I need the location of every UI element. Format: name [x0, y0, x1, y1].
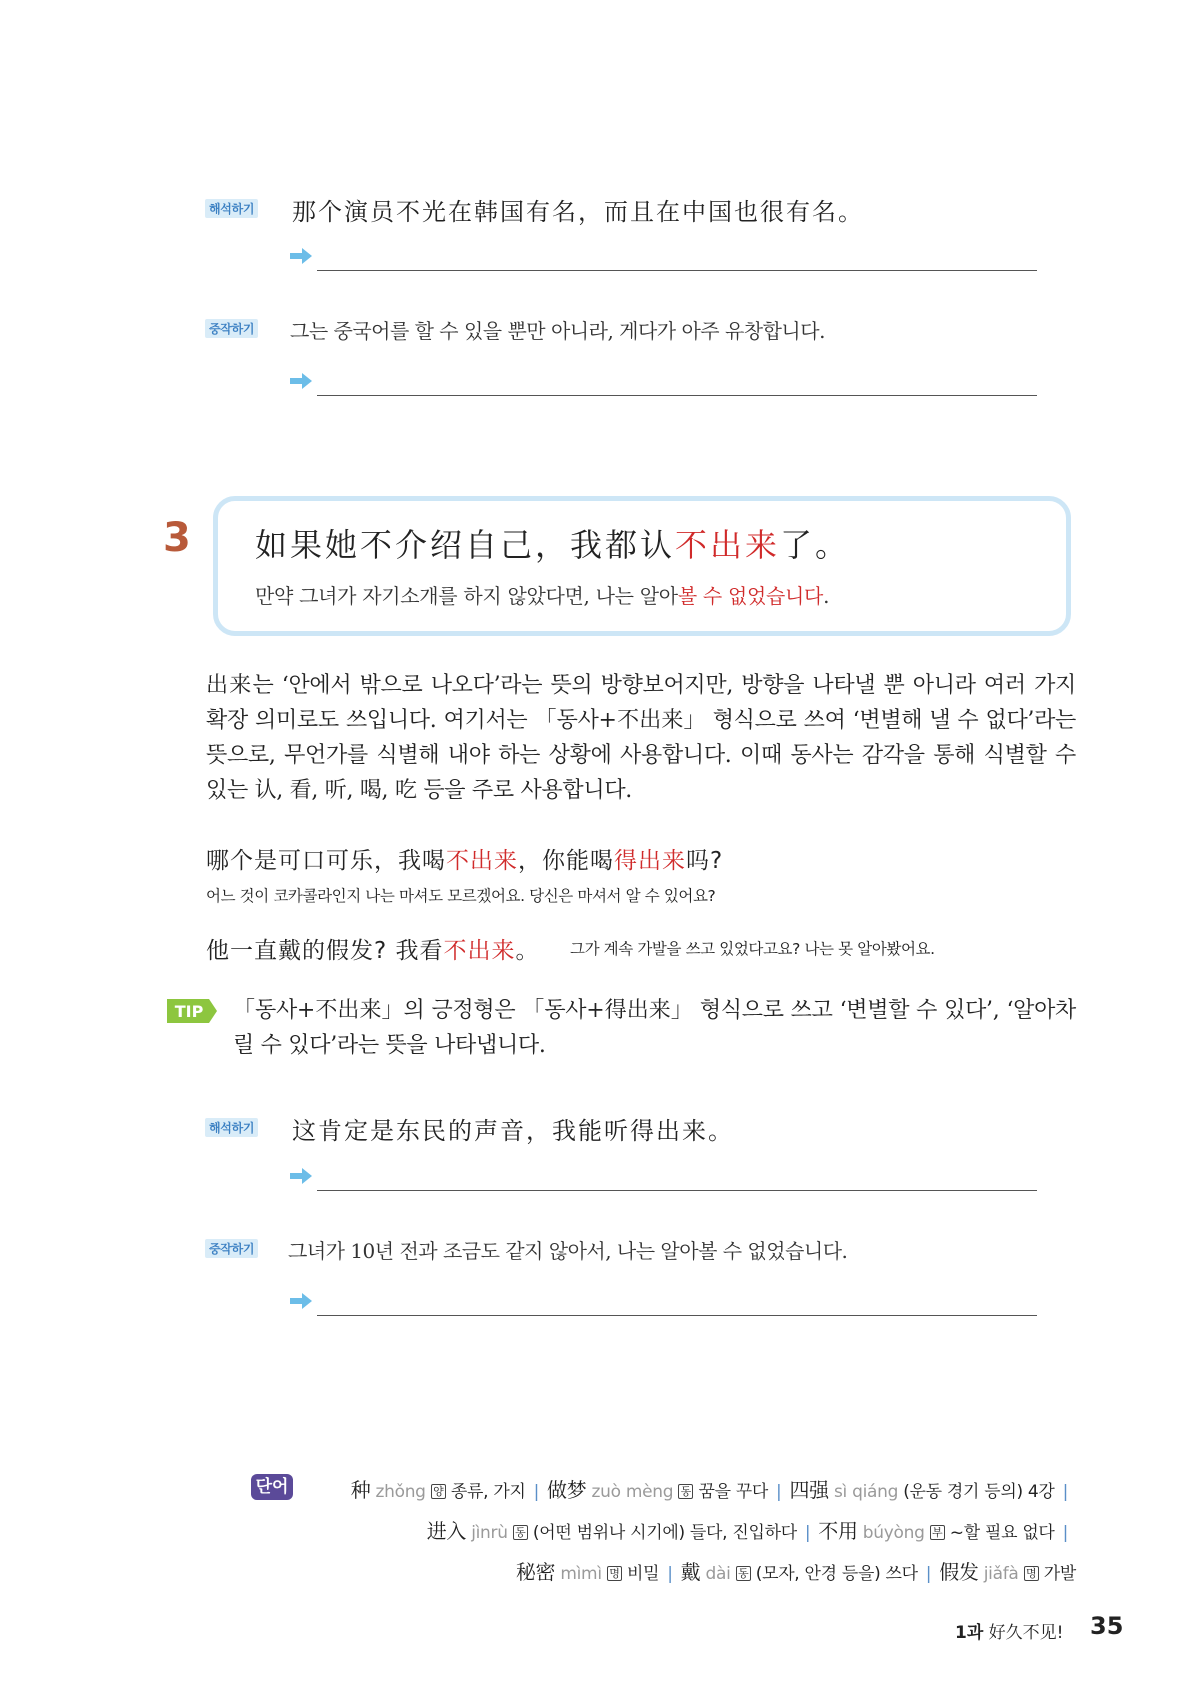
interpret-sentence: 这肯定是东民的声音，我能听得出来。: [292, 1117, 734, 1145]
svg-text:TIP: TIP: [174, 1002, 204, 1021]
pattern-highlight: 不出来: [675, 526, 781, 564]
answer-line[interactable]: [317, 270, 1037, 271]
pattern-chinese: 如果她不介绍自己，我都认不出来了。: [255, 526, 851, 564]
pattern-korean: 만약 그녀가 자기소개를 하지 않았다면, 나는 알아볼 수 없었습니다.: [255, 584, 830, 608]
arrow-icon: [290, 248, 312, 264]
answer-line[interactable]: [317, 1315, 1037, 1316]
tip-icon: [167, 999, 217, 1023]
interpret-badge: 해석하기: [205, 1118, 258, 1137]
interpret-sentence: 那个演员不光在韩国有名，而且在中国也很有名。: [292, 198, 864, 226]
vocab-line-2: 进入 jìnrù 동 (어떤 범위나 시기에) 들다, 진입하다 | 不用 búyòng 부 ~할 필요 없다 |: [426, 1519, 1068, 1543]
pattern-number: 3: [163, 515, 191, 561]
sample-translation-2: 그가 계속 가발을 쓰고 있었다고요? 나는 못 알아봤어요.: [570, 940, 935, 958]
vocab-badge: 단어: [251, 1474, 293, 1500]
compose-sentence: 그녀가 10년 전과 조금도 같지 않아서, 나는 알아볼 수 없었습니다.: [288, 1239, 848, 1263]
compose-badge: 중작하기: [205, 319, 258, 338]
lesson-label: 1과 好久不见!: [955, 1623, 1064, 1643]
vocab-line-1: 种 zhǒng 양 종류, 가지 | 做梦 zuò mèng 동 꿈을 꾸다 | 四强 sì qiáng (운동 경기 등의) 4강 |: [350, 1478, 1068, 1502]
pattern-ko-highlight: 볼 수 없었습니다: [677, 584, 824, 608]
sample-sentence-2: 他一直戴的假发? 我看不出来。: [206, 938, 540, 964]
pattern-box: [213, 496, 1071, 636]
sample-sentence-1: 哪个是可口可乐，我喝不出来，你能喝得出来吗?: [206, 848, 724, 874]
grammar-explanation: 出来는 ‘안에서 밖으로 나오다’라는 뜻의 방향보어지만, 방향을 나타낼 뿐 아니라 여러 가지 확장 의미로도 쓰입니다. 여기서는 「동사+不出来」 형식으로 쓰여 ‘변별해 낼 수 없다’라는 뜻으로, 무언가를 식별해 내야 하는 상황에 사용합니다. 이때 동사는 감각을 통해 식별할 수 있는 认, 看, 听, 喝, 吃 등을 주로 사용합니다.: [206, 673, 1076, 803]
sample-translation-1: 어느 것이 코카콜라인지 나는 마셔도 모르겠어요. 당신은 마셔서 알 수 있어요?: [206, 887, 716, 905]
compose-sentence: 그는 중국어를 할 수 있을 뿐만 아니라, 게다가 아주 유창합니다.: [290, 319, 825, 343]
answer-line[interactable]: [317, 395, 1037, 396]
arrow-icon: [290, 1293, 312, 1309]
vocab-line-3: 秘密 mìmì 명 비밀 | 戴 dài 동 (모자, 안경 등을) 쓰다 | 假发 jiǎfà 명 가발: [515, 1560, 1076, 1584]
interpret-badge: 해석하기: [205, 199, 258, 218]
answer-line[interactable]: [317, 1190, 1037, 1191]
arrow-icon: [290, 1168, 312, 1184]
arrow-icon: [290, 373, 312, 389]
compose-badge: 중작하기: [205, 1239, 258, 1258]
page-number: 35: [1090, 1612, 1124, 1640]
tip-text: 「동사+不出来」의 긍정형은 「동사+得出来」 형식으로 쓰고 ‘변별할 수 있다’, ‘알아차릴 수 있다’라는 뜻을 나타냅니다.: [233, 998, 1076, 1058]
